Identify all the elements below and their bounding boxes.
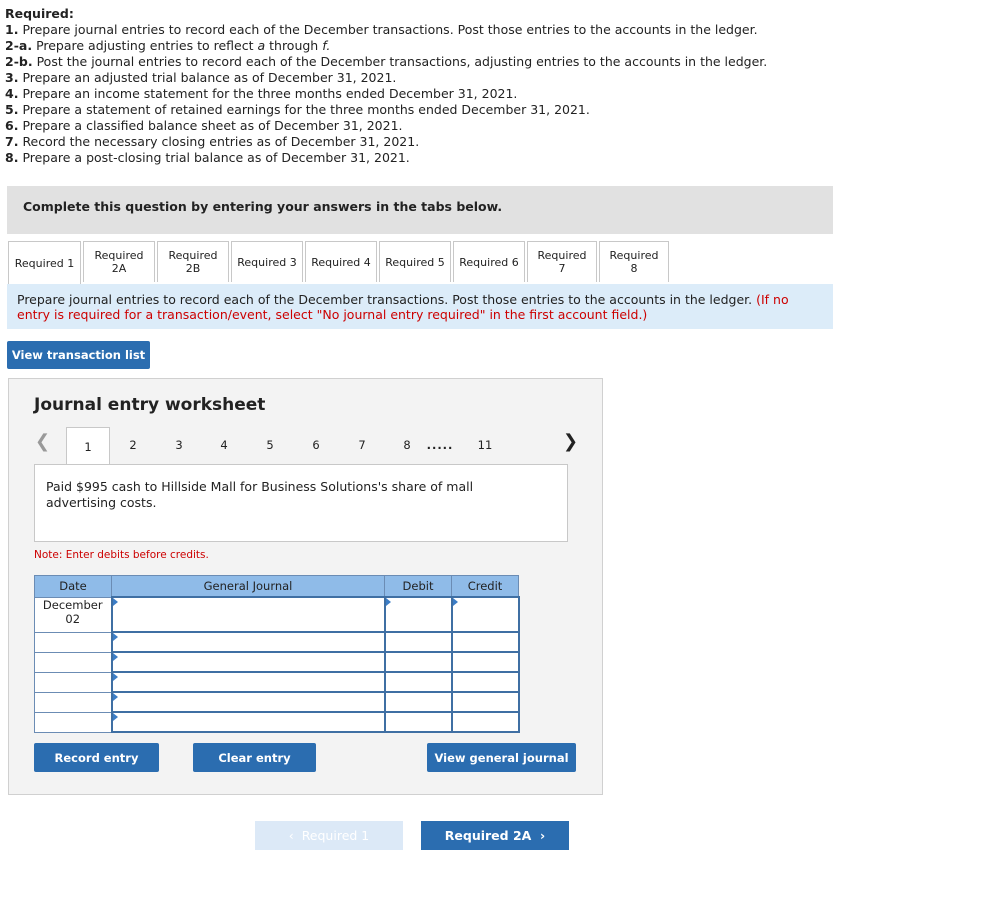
- debit-input[interactable]: [385, 632, 452, 652]
- pager-item[interactable]: 8: [403, 438, 411, 452]
- worksheet-title: Journal entry worksheet: [34, 395, 266, 415]
- date-cell[interactable]: [35, 692, 112, 712]
- requirement-tabs: [8, 241, 671, 283]
- debit-input[interactable]: [385, 692, 452, 712]
- account-input[interactable]: [112, 597, 385, 632]
- pager-item[interactable]: 6: [312, 438, 320, 452]
- requirement-item: 8. Prepare a post-closing trial balance as of December 31, 2021.: [5, 150, 410, 165]
- account-input[interactable]: [112, 712, 385, 732]
- view-general-journal-button[interactable]: View general journal: [427, 743, 576, 772]
- tab-required-1[interactable]: Required 1: [8, 241, 81, 284]
- account-input[interactable]: [112, 632, 385, 652]
- debit-input[interactable]: [385, 597, 452, 632]
- credit-input[interactable]: [452, 672, 519, 692]
- account-input[interactable]: [112, 652, 385, 672]
- credit-input[interactable]: [452, 712, 519, 732]
- tab-required-2b[interactable]: Required 2B: [157, 241, 229, 282]
- table-row: [35, 712, 519, 732]
- requirement-item: 2-a. Prepare adjusting entries to reflect a through f.: [5, 38, 331, 53]
- chevron-right-icon[interactable]: ❯: [563, 431, 579, 452]
- requirement-item: 3. Prepare an adjusted trial balance as of December 31, 2021.: [5, 70, 397, 85]
- transaction-description-box: [34, 464, 568, 542]
- pager-item[interactable]: 5: [266, 438, 274, 452]
- date-cell[interactable]: [35, 712, 112, 732]
- tab-required-2a[interactable]: Required 2A: [83, 241, 155, 282]
- date-cell[interactable]: [35, 672, 112, 692]
- table-row: [35, 597, 519, 632]
- chevron-right-icon: ›: [531, 828, 546, 843]
- prev-required-button[interactable]: ‹ Required 1: [255, 821, 403, 850]
- tab-required-6[interactable]: Required 6: [453, 241, 525, 282]
- table-row: [35, 632, 519, 652]
- pager-ellipsis: .....: [426, 438, 454, 452]
- requirement-item: 6. Prepare a classified balance sheet as of December 31, 2021.: [5, 118, 403, 133]
- dropdown-marker-icon: [113, 633, 118, 641]
- clear-entry-button[interactable]: Clear entry: [193, 743, 316, 772]
- journal-entry-worksheet: [8, 378, 603, 795]
- journal-table: [34, 575, 520, 733]
- requirement-item: 4. Prepare an income statement for the three months ended December 31, 2021.: [5, 86, 518, 101]
- instruction-text: Complete this question by entering your answers in the tabs below.: [23, 199, 503, 214]
- table-header-row: [35, 576, 519, 598]
- tab-instruction-note: (If no entry is required for a transaction/event, select "No journal entry required" in the first account field.): [17, 292, 789, 322]
- dropdown-marker-icon: [113, 693, 118, 701]
- dropdown-marker-icon: [453, 598, 458, 606]
- credit-input[interactable]: [452, 652, 519, 672]
- record-entry-button[interactable]: Record entry: [34, 743, 159, 772]
- transaction-description: Paid $995 cash to Hillside Mall for Business Solutions's share of mall advertising costs.: [46, 479, 474, 510]
- account-input[interactable]: [112, 692, 385, 712]
- next-required-button[interactable]: Required 2A ›: [421, 821, 569, 850]
- tab-required-7[interactable]: Required 7: [527, 241, 597, 282]
- credit-header: Credit: [452, 576, 519, 598]
- pager-item[interactable]: 4: [220, 438, 228, 452]
- tab-instruction-text: Prepare journal entries to record each of the December transactions. Post those entries to the accounts in the ledger.: [17, 292, 753, 307]
- pager-item[interactable]: 3: [175, 438, 183, 452]
- requirement-item: 7. Record the necessary closing entries as of December 31, 2021.: [5, 134, 420, 149]
- pager-item[interactable]: 11: [477, 438, 493, 452]
- dropdown-marker-icon: [113, 713, 118, 721]
- debit-input[interactable]: [385, 652, 452, 672]
- credit-input[interactable]: [452, 692, 519, 712]
- tab-instructions: [7, 284, 833, 329]
- dropdown-marker-icon: [386, 598, 391, 606]
- date-header: Date: [35, 576, 112, 598]
- requirement-item: 1. Prepare journal entries to record each of the December transactions. Post those entries to the accounts in the ledger.: [5, 22, 758, 37]
- debit-header: Debit: [385, 576, 452, 598]
- entry-pager: [33, 427, 583, 463]
- chevron-left-icon[interactable]: ❮: [35, 431, 51, 452]
- debit-input[interactable]: [385, 672, 452, 692]
- dropdown-marker-icon: [113, 653, 118, 661]
- table-row: [35, 692, 519, 712]
- debit-input[interactable]: [385, 712, 452, 732]
- table-row: [35, 672, 519, 692]
- pager-item[interactable]: 2: [129, 438, 137, 452]
- requirements-block: [5, 6, 767, 166]
- pager-item[interactable]: 1: [66, 427, 110, 465]
- tab-required-4[interactable]: Required 4: [305, 241, 377, 282]
- tab-required-8[interactable]: Required 8: [599, 241, 669, 282]
- requirements-heading: Required:: [5, 6, 74, 21]
- date-cell[interactable]: [35, 652, 112, 672]
- dropdown-marker-icon: [113, 598, 118, 606]
- account-input[interactable]: [112, 672, 385, 692]
- credit-input[interactable]: [452, 597, 519, 632]
- pager-item[interactable]: 7: [358, 438, 366, 452]
- tab-required-3[interactable]: Required 3: [231, 241, 303, 282]
- view-transaction-list-button[interactable]: View transaction list: [7, 341, 150, 369]
- date-cell: December 02: [35, 597, 112, 632]
- requirement-item: 2-b. Post the journal entries to record each of the December transactions, adjusting entries to the accounts in the ledger.: [5, 54, 768, 69]
- table-row: [35, 652, 519, 672]
- credit-input[interactable]: [452, 632, 519, 652]
- instruction-bar: [7, 186, 833, 234]
- general-journal-header: General Journal: [112, 576, 385, 598]
- chevron-left-icon: ‹: [288, 828, 302, 843]
- requirement-item: 5. Prepare a statement of retained earnings for the three months ended December 31, 2021.: [5, 102, 590, 117]
- dropdown-marker-icon: [113, 673, 118, 681]
- date-cell[interactable]: [35, 632, 112, 652]
- tab-required-5[interactable]: Required 5: [379, 241, 451, 282]
- debit-credit-note: Note: Enter debits before credits.: [34, 549, 209, 561]
